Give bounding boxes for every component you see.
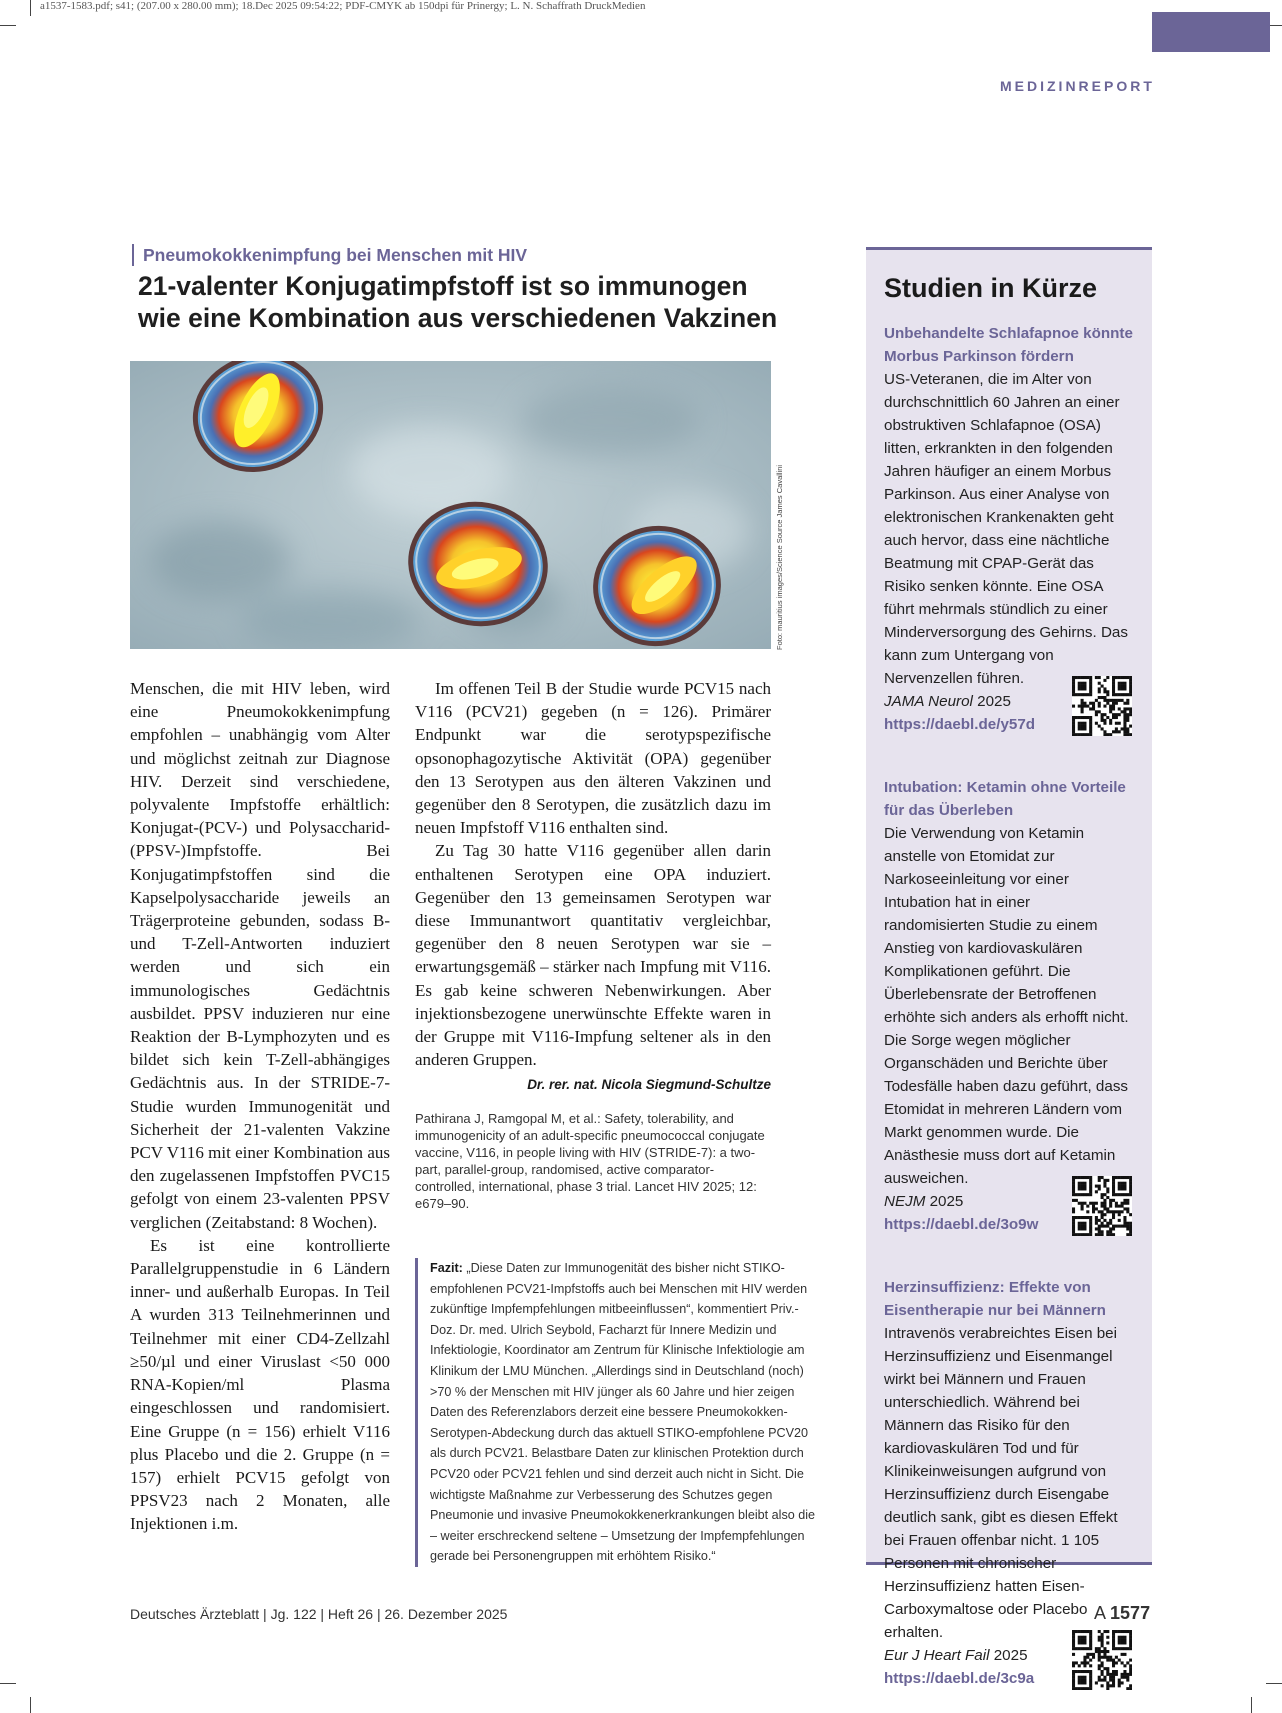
study-source: Eur J Heart Fail 2025 <box>884 1647 1028 1664</box>
study-item <box>884 1276 1134 1690</box>
qr-code-icon[interactable] <box>1072 1176 1132 1236</box>
study-title: Herzinsuffizienz: Effekte von Eisentherapie nur bei Männern <box>884 1279 1106 1319</box>
study-text: US-Veteranen, die im Alter von durchschnittlich 60 Jahren an einer obstruktiven Schlafapnoe (OSA) litten, erkrankten in den folgenden Jahren häufiger an einem Morbus Parkinson. Aus einer Analyse von elektronischen Krankenakten geht auch hervor, dass eine nächtliche Beatmung mit CPAP-Gerät das Risiko senken könnte. Eine OSA führt mehrmals stündlich zu einer Minderversorgung des Gehirns. Das kann zum Untergang von Nervenzellen führen. <box>884 371 1128 687</box>
footer-page-number: A 1577 <box>1094 1603 1151 1623</box>
photo-credit: Foto: mauritius images/Science Source James Cavallini <box>775 464 784 650</box>
crop-mark <box>30 1697 31 1713</box>
crop-mark <box>1251 1697 1252 1713</box>
article-photo <box>130 361 771 649</box>
study-text: Die Verwendung von Ketamin anstelle von Etomidat zur Narkoseeinleitung vor einer Intubation hat in einer randomisierten Studie zu einem Anstieg von kardiovaskulären Komplikationen geführt. Die Überlebensrate der Betroffenen erhöhte sich anders als erhofft nicht. Die Sorge wegen möglicher Organschäden und Berichte über Todesfälle haben dazu geführt, dass Etomidat in mehreren Ländern vom Markt genommen wurde. Die Anästhesie muss dort auf Ketamin ausweichen. <box>884 825 1129 1187</box>
article-paragraph: Im offenen Teil B der Studie wurde PCV15 nach V116 (PCV21) gegeben (n = 126). Primärer Endpunkt war die serotypspezifische opsonophagozytische Aktivität (OPA) gegenüber den 13 Serotypen aus den älteren Vakzinen und gegenüber den 8 Serotypen, die zusätzlich dazu im neuen Impfstoff V116 enthalten sind. <box>415 679 771 838</box>
sidebar-title: Studien in Kürze <box>884 273 1098 303</box>
study-source: NEJM 2025 <box>884 1193 964 1210</box>
section-color-block <box>1152 12 1270 52</box>
crop-mark <box>0 1683 16 1684</box>
article-paragraph: Es ist eine kontrollierte Parallelgruppenstudie in 6 Ländern inner- und außerhalb Europas. In Teil A wurden 313 Teilnehmerinnen und Teilnehmer mit einer CD4-Zellzahl ≥50/µl und einer Viruslast <50 000 RNA-Kopien/ml Plasma eingeschlossen und randomisiert. Eine Gruppe (n = 156) erhielt V116 plus Placebo und die 2. Gruppe (n = 157) erhielt PCV15 gefolgt von PPSV23 nach 2 Monaten, alle Injektionen i.m. <box>130 1235 390 1534</box>
study-title: Intubation: Ketamin ohne Vorteile für das Überleben <box>884 779 1126 819</box>
study-title: Unbehandelte Schlafapnoe könnte Morbus Parkinson fördern <box>884 325 1133 365</box>
qr-code-icon[interactable] <box>1072 676 1132 736</box>
article-paragraph-text: Zu Tag 30 hatte V116 gegenüber allen darin enthaltenen Serotypen eine OPA induziert. Gegenüber den 13 gemeinsamen Serotypen war diese Immunantwort quantitativ vergleichbar, gegenüber den 8 neuen Serotypen war sie – erwartungsgemäß – stärker nach Impfung mit V116. Es gab keine schweren Nebenwirkungen. Aber injektionsbezogene unerwünschte Effekte waren in der Gruppe mit V116-Impfung seltener als in den anderen Gruppen. <box>415 841 771 1070</box>
crop-mark <box>0 25 16 26</box>
article-paragraph: Menschen, die mit HIV leben, wird eine Pneumokokkenimpfung empfohlen – unabhängig vom Alter und möglichst zeitnah zur Diagnose HIV. Derzeit sind verschiedene, polyvalente Impfstoffe erhältlich: Konjugat-(PCV-) und Polysaccharid-(PPSV-)Impfstoffe. Bei Konjugatimpfstoffen sind die Kapselpolysaccharide jeweils an Trägerproteine gebunden, sodass B- und T-Zell-Antworten induziert werden und sich ein immunologisches Gedächtnis ausbildet. PPSV induzieren nur eine Reaktion der B-Lymphozyten und es bildet sich kein T-Zell-abhängiges Gedächtnis aus. In der STRIDE-7-Studie wurden Immunogenität und Sicherheit der 21-valenten Vakzine PCV V116 mit einer Kombination aus den zugelassenen Impfstoffen PVC15 gefolgt von einem 23-valenten PPSV verglichen (Zeitabstand: 8 Wochen). <box>130 679 390 1232</box>
article-headline: 21-valenter Konjugatimpfstoff ist so immunogen wie eine Kombination aus verschiedenen Vakzinen <box>138 271 778 333</box>
study-link[interactable]: https://daebl.de/3o9w <box>884 1216 1039 1233</box>
section-label: MEDIZINREPORT <box>1000 78 1155 94</box>
crop-mark <box>1266 1683 1282 1684</box>
fazit-text: „Diese Daten zur Immunogenität des bisher nicht STIKO-empfohlenen PCV21-Impfstoffs auch bei Menschen mit HIV werden zukünftige Impfempfehlungen mitbeeinflussen“, kommentiert Priv.-Doz. Dr. med. Ulrich Seybold, Facharzt für Innere Medizin und Infektiologie, Koordinator am Zentrum für Klinische Infektiologie am Klinikum der LMU München. „Allerdings sind in Deutschland (noch) >70 % der Menschen mit HIV jünger als 60 Jahre und hier zeigen Daten des Referenzlabors derzeit eine bessere Pneumokokken-Serotypen-Abdeckung durch das aktuell STIKO-empfohlene PCV20 als durch PCV21. Belastbare Daten zur klinischen Protektion durch PCV20 oder PCV21 fehlen und sind derzeit auch nicht in Sicht. Die wichtigste Maßnahme zur Verbesserung des Schutzes gegen Pneumonie und invasive Pneumokokkenerkrankungen bleibt also die – weiter erschreckend seltene – Umsetzung der Impfempfehlungen gerade bei Personengruppen mit erhöhtem Risiko.“ <box>430 1261 816 1564</box>
study-text: Intravenös verabreichtes Eisen bei Herzinsuffizienz und Eisenmangel wirkt bei Männern und Frauen unterschiedlich. Während bei Männern das Risiko für den kardiovaskulären Tod und für Klinikeinweisungen aufgrund von Herzinsuffizienz durch Eisengabe deutlich sank, gibt es diesen Effekt bei Frauen offenbar nicht. 1 105 Personen mit chronischer Herzinsuffizienz hatten Eisen-Carboxymaltose oder Placebo erhalten. <box>884 1325 1118 1641</box>
study-source: JAMA Neurol 2025 <box>884 693 1011 710</box>
article-author: Dr. rer. nat. Nicola Siegmund-Schultze <box>527 1077 771 1093</box>
study-link[interactable]: https://daebl.de/y57d <box>884 716 1036 733</box>
article-column-2 <box>415 677 771 1097</box>
fazit-label: Fazit: <box>430 1261 463 1275</box>
print-info-line: a1537-1583.pdf; s41; (207.00 x 280.00 mm); 18.Dec 2025 09:54:22; PDF-CMYK ab 150dpi für Prinergy; L. N. Schaffrath DruckMedien <box>40 0 646 12</box>
study-item <box>884 322 1134 736</box>
crop-mark <box>30 0 31 16</box>
article-paragraph <box>415 839 771 1093</box>
footer-journal-info: Deutsches Ärzteblatt | Jg. 122 | Heft 26 | 26. Dezember 2025 <box>130 1606 508 1622</box>
study-item <box>884 776 1134 1236</box>
article-kicker: Pneumokokkenimpfung bei Menschen mit HIV <box>132 244 527 266</box>
fazit-box <box>415 1258 823 1567</box>
article-reference: Pathirana J, Ramgopal M, et al.: Safety, tolerability, and immunogenicity of an adult-specific pneumococcal conjugate vaccine, V116, in people living with HIV (STRIDE-7): a two-part, parallel-group, randomised, active comparator-controlled, international, phase 3 trial. Lancet HIV 2025; 12: e679–90. <box>415 1111 765 1211</box>
qr-code-icon[interactable] <box>1072 1630 1132 1690</box>
study-link[interactable]: https://daebl.de/3c9a <box>884 1670 1035 1687</box>
article-column-1 <box>130 677 390 1536</box>
